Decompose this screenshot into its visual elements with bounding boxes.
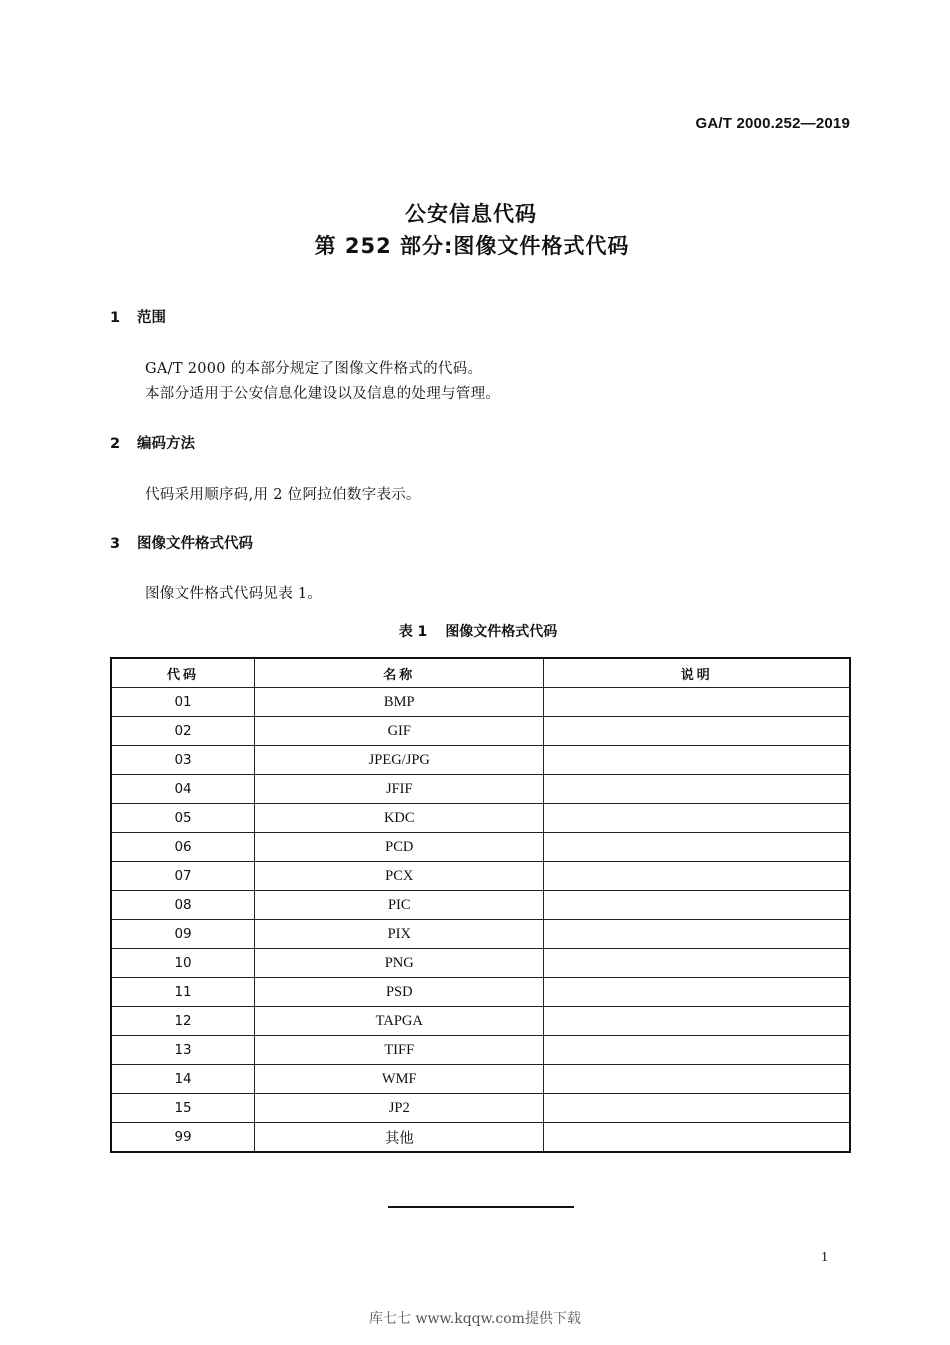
cell-description	[544, 949, 850, 978]
cell-description	[544, 717, 850, 746]
section-number: 2	[110, 436, 121, 452]
cell-description	[544, 891, 850, 920]
cell-code: 15	[111, 1094, 255, 1123]
table-caption-title: 图像文件格式代码	[445, 624, 558, 640]
table-row	[111, 1094, 850, 1123]
table-row	[111, 920, 850, 949]
table-caption-label: 表 1	[398, 624, 428, 640]
page-number: 1	[821, 1250, 828, 1265]
cell-description	[544, 1065, 850, 1094]
table-row	[111, 833, 850, 862]
table-row	[111, 775, 850, 804]
section-title: 范围	[137, 310, 166, 326]
cell-name: TIFF	[255, 1036, 544, 1065]
cell-name: 其他	[255, 1123, 544, 1153]
paragraph: 图像文件格式代码见表 1。	[145, 586, 323, 602]
cell-code: 01	[111, 688, 255, 717]
paragraph: 本部分适用于公安信息化建设以及信息的处理与管理。	[145, 386, 501, 402]
download-footer: 库七七 www.kqqw.com提供下载	[369, 1311, 581, 1327]
cell-name: JFIF	[255, 775, 544, 804]
cell-name: PNG	[255, 949, 544, 978]
cell-name: TAPGA	[255, 1007, 544, 1036]
table-row	[111, 862, 850, 891]
table-row	[111, 804, 850, 833]
table-row	[111, 717, 850, 746]
cell-code: 06	[111, 833, 255, 862]
cell-description	[544, 1123, 850, 1153]
header-name: 名称	[255, 658, 544, 688]
cell-name: PCD	[255, 833, 544, 862]
end-rule	[388, 1206, 574, 1208]
cell-name: PSD	[255, 978, 544, 1007]
cell-code: 08	[111, 891, 255, 920]
cell-description	[544, 978, 850, 1007]
cell-code: 99	[111, 1123, 255, 1153]
document-title-line1: 公安信息代码	[405, 202, 537, 226]
section-number: 3	[110, 536, 121, 552]
cell-code: 09	[111, 920, 255, 949]
cell-name: WMF	[255, 1065, 544, 1094]
table-row	[111, 746, 850, 775]
cell-code: 05	[111, 804, 255, 833]
cell-code: 12	[111, 1007, 255, 1036]
paragraph: GA/T 2000 的本部分规定了图像文件格式的代码。	[145, 361, 483, 377]
format-code-table	[110, 657, 851, 1153]
table-row	[111, 1065, 850, 1094]
cell-description	[544, 920, 850, 949]
standard-number: GA/T 2000.252—2019	[695, 115, 850, 132]
section-title: 图像文件格式代码	[137, 536, 253, 552]
table-caption	[3, 621, 950, 641]
cell-name: GIF	[255, 717, 544, 746]
section-heading-scope	[110, 306, 166, 327]
table-row	[111, 978, 850, 1007]
cell-description	[544, 746, 850, 775]
section-heading-image-format-codes	[110, 532, 253, 553]
header-code: 代码	[111, 658, 255, 688]
table-row	[111, 1007, 850, 1036]
section-number: 1	[110, 310, 121, 326]
cell-name: KDC	[255, 804, 544, 833]
cell-description	[544, 688, 850, 717]
table-header-row	[111, 658, 850, 688]
cell-description	[544, 862, 850, 891]
table-row	[111, 949, 850, 978]
cell-description	[544, 1036, 850, 1065]
section-title: 编码方法	[137, 436, 195, 452]
header-description: 说明	[544, 658, 850, 688]
section-heading-coding-method	[110, 432, 195, 453]
cell-code: 04	[111, 775, 255, 804]
table-row	[111, 1036, 850, 1065]
document-title-line2: 第 252 部分:图像文件格式代码	[314, 234, 630, 258]
cell-code: 07	[111, 862, 255, 891]
table-row	[111, 688, 850, 717]
paragraph: 代码采用顺序码,用 2 位阿拉伯数字表示。	[145, 487, 421, 503]
cell-code: 10	[111, 949, 255, 978]
cell-name: JP2	[255, 1094, 544, 1123]
cell-name: PIC	[255, 891, 544, 920]
table-row	[111, 891, 850, 920]
cell-name: JPEG/JPG	[255, 746, 544, 775]
table-row	[111, 1123, 850, 1153]
cell-name: PCX	[255, 862, 544, 891]
cell-description	[544, 775, 850, 804]
cell-description	[544, 1094, 850, 1123]
cell-code: 11	[111, 978, 255, 1007]
cell-code: 13	[111, 1036, 255, 1065]
cell-description	[544, 833, 850, 862]
cell-description	[544, 1007, 850, 1036]
cell-code: 03	[111, 746, 255, 775]
cell-code: 02	[111, 717, 255, 746]
cell-name: BMP	[255, 688, 544, 717]
cell-code: 14	[111, 1065, 255, 1094]
cell-description	[544, 804, 850, 833]
cell-name: PIX	[255, 920, 544, 949]
